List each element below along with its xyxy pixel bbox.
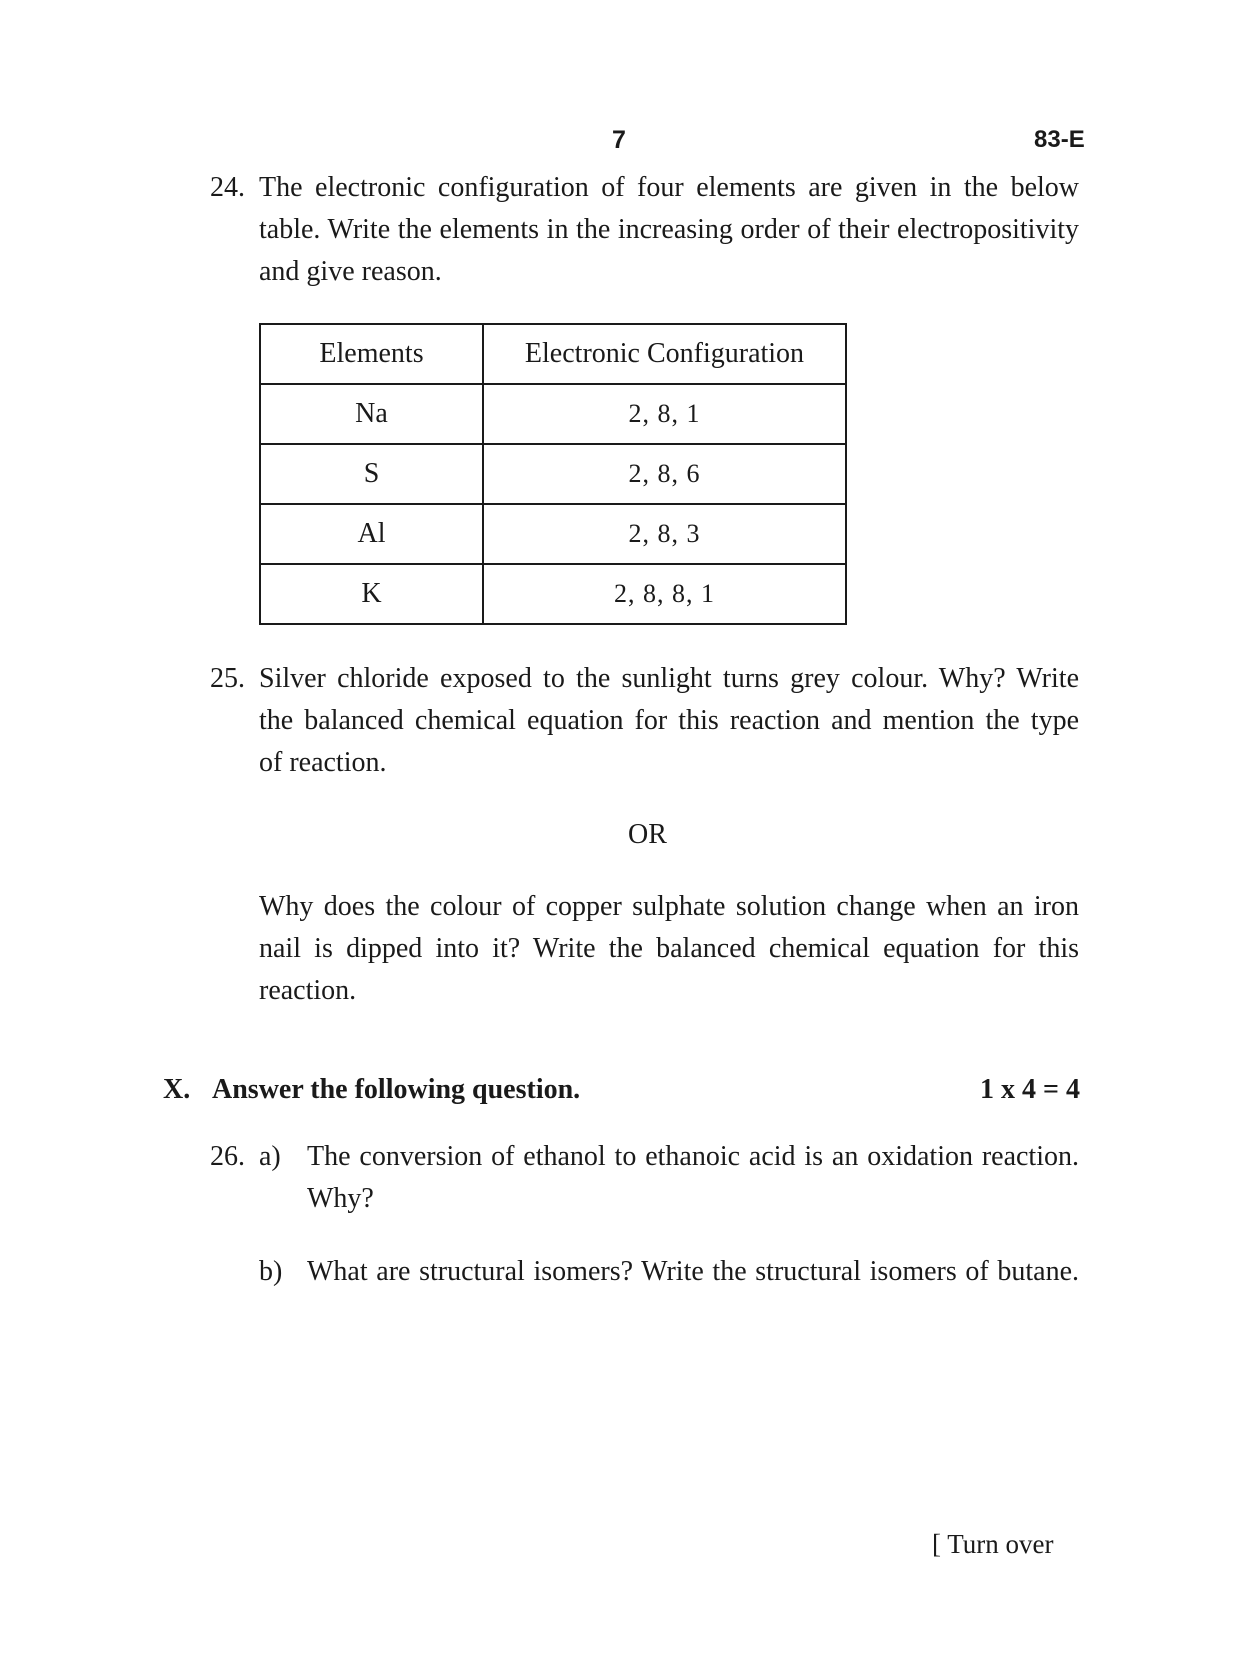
table-cell-configuration: 2, 8, 6 bbox=[483, 444, 846, 504]
table-header-elements: Elements bbox=[260, 324, 483, 384]
q24-number: 24. bbox=[210, 172, 245, 203]
table-cell-element: K bbox=[260, 564, 483, 624]
table-header-row bbox=[260, 324, 846, 384]
q25-number: 25. bbox=[210, 663, 245, 694]
q26-number: 26. bbox=[210, 1141, 245, 1172]
page-number: 7 bbox=[612, 126, 626, 154]
q25-line-1: Silver chloride exposed to the sunlight turns grey colour. Why? Write bbox=[259, 663, 1079, 694]
q26-b-label: b) bbox=[259, 1256, 283, 1287]
table-cell-element: S bbox=[260, 444, 483, 504]
table-cell-element: Na bbox=[260, 384, 483, 444]
table-cell-configuration: 2, 8, 8, 1 bbox=[483, 564, 846, 624]
paper-code: 83-E bbox=[1034, 126, 1085, 153]
q24-line-1: The electronic configuration of four elements are given in the below bbox=[259, 172, 1079, 203]
q24-line-3: and give reason. bbox=[259, 256, 442, 287]
table-row bbox=[260, 444, 846, 504]
table-header-configuration: Electronic Configuration bbox=[483, 324, 846, 384]
q25-line-3: of reaction. bbox=[259, 747, 387, 778]
q25-line-2: the balanced chemical equation for this reaction and mention the type bbox=[259, 705, 1079, 736]
q26-b-text: What are structural isomers? Write the structural isomers of butane. bbox=[307, 1256, 1079, 1287]
turn-over-note: [ Turn over bbox=[932, 1529, 1054, 1559]
section-x-title: Answer the following question. bbox=[212, 1074, 581, 1105]
table-row bbox=[260, 504, 846, 564]
q26-a-line-1: The conversion of ethanol to ethanoic acid is an oxidation reaction. bbox=[307, 1141, 1079, 1172]
q26-a-label: a) bbox=[259, 1141, 281, 1172]
table-cell-element: Al bbox=[260, 504, 483, 564]
q24-line-2: table. Write the elements in the increasing order of their electropositivity bbox=[259, 214, 1079, 245]
q25-alt-line-3: reaction. bbox=[259, 975, 357, 1006]
q25-alt-line-2: nail is dipped into it? Write the balanced chemical equation for this bbox=[259, 933, 1079, 964]
electronic-configuration-table bbox=[259, 323, 847, 625]
table-cell-configuration: 2, 8, 1 bbox=[483, 384, 846, 444]
table-row bbox=[260, 384, 846, 444]
section-x-marks: 1 x 4 = 4 bbox=[980, 1074, 1080, 1105]
q25-alt-line-1: Why does the colour of copper sulphate solution change when an iron bbox=[259, 891, 1079, 922]
table-row bbox=[260, 564, 846, 624]
or-separator: OR bbox=[628, 819, 667, 850]
section-x-label: X. bbox=[163, 1074, 191, 1105]
q26-a-line-2: Why? bbox=[307, 1183, 374, 1214]
table-cell-configuration: 2, 8, 3 bbox=[483, 504, 846, 564]
